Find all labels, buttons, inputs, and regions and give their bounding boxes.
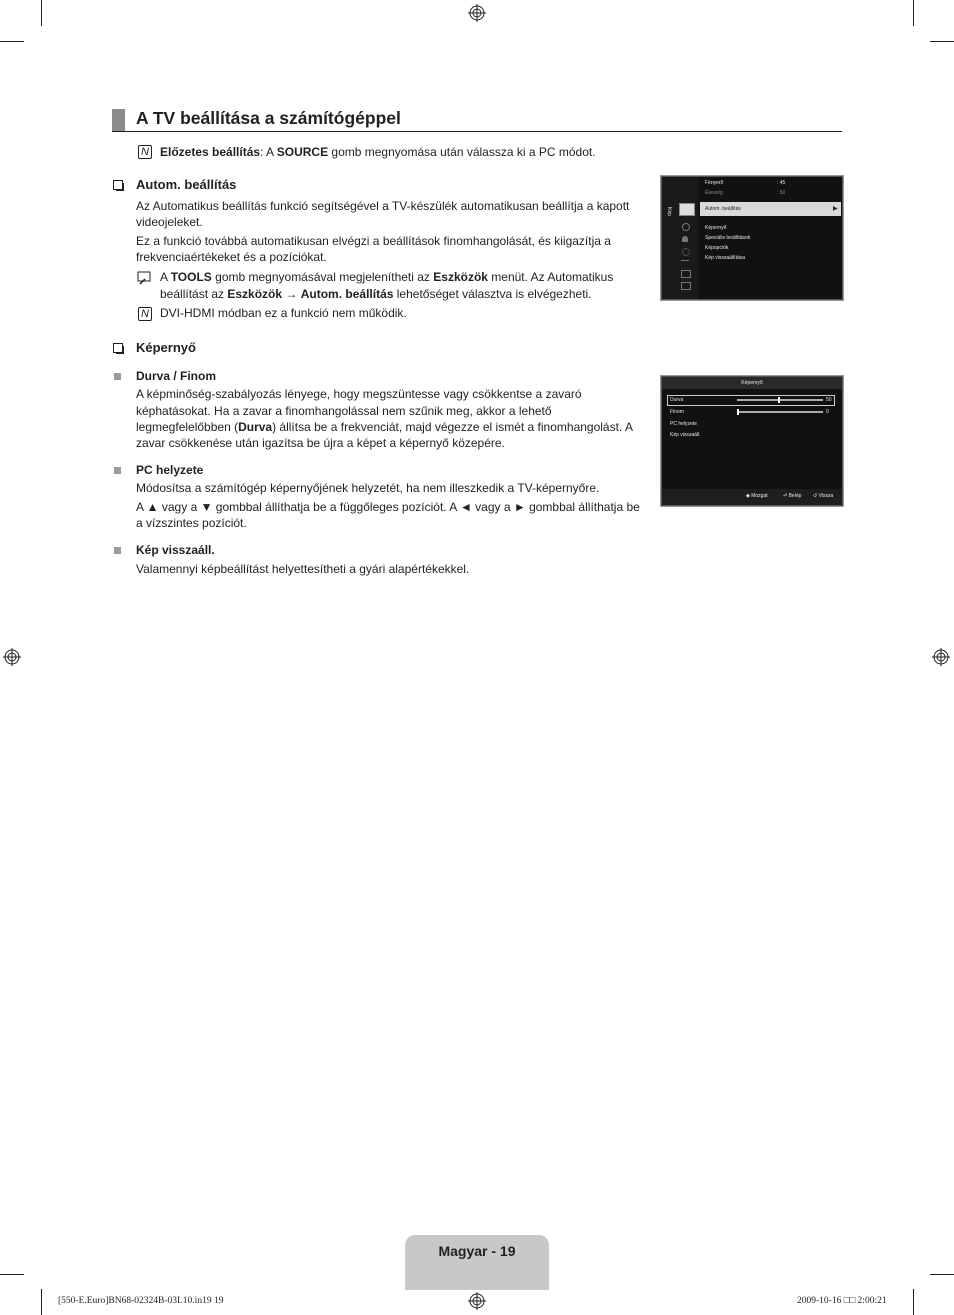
page-title: A TV beállítása a számítógéppel: [136, 108, 401, 128]
tools-line: [160, 269, 613, 286]
item-line: képhatásokat. Ha a zavar a finomhangolással nem szűnik meg, akkor a lehető: [136, 404, 552, 418]
checkbox-bullet-icon: [113, 343, 123, 353]
item-line: A ▲ vagy a ▼ gombbal állíthatja be a függőleges pozíciót. A ◄ vagy a ► gombbal állíthatja be: [136, 500, 640, 514]
menu-selected-row: [700, 202, 841, 216]
menu-sidebar: [662, 177, 698, 299]
item-line: Valamennyi képbeállítást helyettesítheti a gyári alapértékekkel.: [136, 562, 470, 576]
menu-row-label: Fényerő: [705, 180, 724, 186]
tools-text: →: [282, 287, 301, 301]
tools-text: beállítást az: [160, 287, 228, 301]
print-info-left: [550-E.Euro]BN68-02324B-03L10.in19 19: [58, 1296, 224, 1306]
application-icon: [681, 270, 691, 278]
menu-row-value: : 50: [777, 190, 786, 196]
menu-item: Kép visszaállítása: [705, 255, 746, 261]
autom-paragraph-line: videojeleket.: [136, 215, 203, 229]
menu-row-value: : 45: [777, 180, 786, 186]
support-icon: [681, 282, 691, 290]
item-line: a vízszintes pozíciót.: [136, 516, 247, 530]
tools-line: [160, 286, 592, 303]
note-text: gomb megnyomása után válassza ki a PC módot.: [328, 145, 596, 159]
channel-icon: [682, 236, 688, 242]
tools-text: gomb megnyomásával megjelenítheti az: [211, 270, 434, 284]
checkbox-bullet-icon: [113, 180, 123, 190]
picture-icon: [679, 203, 695, 216]
crop-mark: [913, 0, 914, 26]
square-bullet-icon: [114, 467, 121, 474]
title-underline: [112, 131, 842, 132]
tv-screen-submenu-screenshot: [661, 376, 843, 506]
menu-item: Speciális beállítások: [705, 235, 751, 241]
move-hint: ◆ Mozgat: [746, 493, 768, 499]
tools-bold: TOOLS: [170, 270, 212, 284]
registration-mark-icon: [468, 4, 486, 22]
item-text: legmegfelelőbben (: [136, 420, 239, 434]
item-line: zavar csökkenése után igazítsa be újra a képet a képernyő közepére.: [136, 436, 505, 450]
crop-mark: [0, 41, 24, 42]
autom-paragraph-line: frekvenciaértékeket és a pozíciókat.: [136, 250, 327, 264]
slider-track: [737, 399, 823, 401]
tools-bold: Eszközök: [433, 270, 488, 284]
autom-paragraph-line: Ez a funkció továbbá automatikusan elvégzi a beállítások finomhangolását, és kiigazítja a: [136, 234, 611, 248]
kepernyo-heading: Képernyő: [136, 340, 196, 355]
item-title: Durva / Finom: [136, 369, 217, 383]
print-info-right: 2009-10-16 □□ 2:00:21: [797, 1296, 887, 1306]
slider-thumb: [778, 397, 780, 403]
submenu-row-label: Finom: [670, 409, 684, 415]
crop-mark: [930, 41, 954, 42]
slider-thumb: [737, 409, 739, 415]
note-icon: N: [138, 307, 152, 321]
menu-selected-label: Autom. beállítás: [705, 206, 741, 212]
submenu-title: Képernyő: [741, 380, 763, 386]
note-preset: [160, 144, 596, 161]
crop-mark: [41, 0, 42, 26]
tv-menu-screenshot: [661, 176, 843, 300]
submenu-row-value: 0: [826, 409, 829, 415]
note-bold: SOURCE: [276, 145, 329, 159]
enter-label: Belép: [788, 493, 802, 499]
enter-hint: ⏎ Belép: [783, 493, 802, 499]
registration-mark-icon: [468, 1292, 486, 1310]
autom-paragraph-line: Az Automatikus beállítás funkció segítségével a TV-készülék automatikusan beállítja a kapott: [136, 199, 630, 213]
tools-icon: [137, 271, 151, 285]
item-title: Kép visszaáll.: [136, 543, 215, 557]
move-label: Mozgat: [751, 493, 768, 499]
tools-text: lehetőséget választva is elvégezheti.: [393, 287, 592, 301]
menu-row-label: Élesség: [705, 190, 723, 196]
crop-mark: [913, 1289, 914, 1315]
menu-item: Képopciók: [705, 245, 729, 251]
submenu-item: Kép visszaáll.: [670, 432, 701, 438]
tools-text: menüt. Az Automatikus: [487, 270, 614, 284]
tools-bold: Autom. beállítás: [300, 287, 394, 301]
note-icon: N: [138, 145, 152, 159]
input-icon: [681, 260, 689, 265]
item-title: PC helyzete: [136, 463, 204, 477]
back-label: Vissza: [818, 493, 834, 499]
sound-icon: [682, 223, 690, 231]
back-hint: ↺ Vissza: [813, 493, 834, 499]
submenu-row-value: 50: [826, 397, 832, 403]
note-bold: Előzetes beállítás: [160, 145, 261, 159]
arrow-right-icon: ▶: [833, 206, 838, 212]
item-bold: Durva: [238, 420, 273, 434]
tools-text: A: [160, 270, 171, 284]
tools-bold: Eszközök: [227, 287, 283, 301]
page-number: Magyar - 19: [438, 1243, 516, 1259]
crop-mark: [930, 1274, 954, 1275]
square-bullet-icon: [114, 547, 121, 554]
submenu-row-label: Durva: [670, 397, 684, 403]
registration-mark-icon: [932, 648, 950, 666]
square-bullet-icon: [114, 373, 121, 380]
submenu-item: PC helyzete: [670, 421, 697, 427]
item-line: Módosítsa a számítógép képernyőjének helyzetét, ha nem illeszkedik a TV-képernyőre.: [136, 481, 600, 495]
note-text: : A: [260, 145, 277, 159]
item-line: A képminőség-szabályozás lényege, hogy megszüntesse vagy csökkentse a zavaró: [136, 387, 582, 401]
title-marker: [112, 109, 125, 131]
crop-mark: [0, 1274, 24, 1275]
menu-item: Képernyő: [705, 225, 727, 231]
item-text: ) állítsa be a frekvenciát, majd végezze el ismét a finomhangolást. A: [272, 420, 633, 434]
item-line: [136, 419, 633, 436]
dvi-note: DVI-HDMI módban ez a funkció nem működik.: [160, 306, 407, 320]
setup-icon: [682, 248, 690, 256]
menu-side-label: Kép: [666, 207, 672, 216]
slider-track: [737, 411, 823, 413]
registration-mark-icon: [3, 648, 21, 666]
crop-mark: [41, 1289, 42, 1315]
autom-heading: Autom. beállítás: [136, 177, 237, 192]
